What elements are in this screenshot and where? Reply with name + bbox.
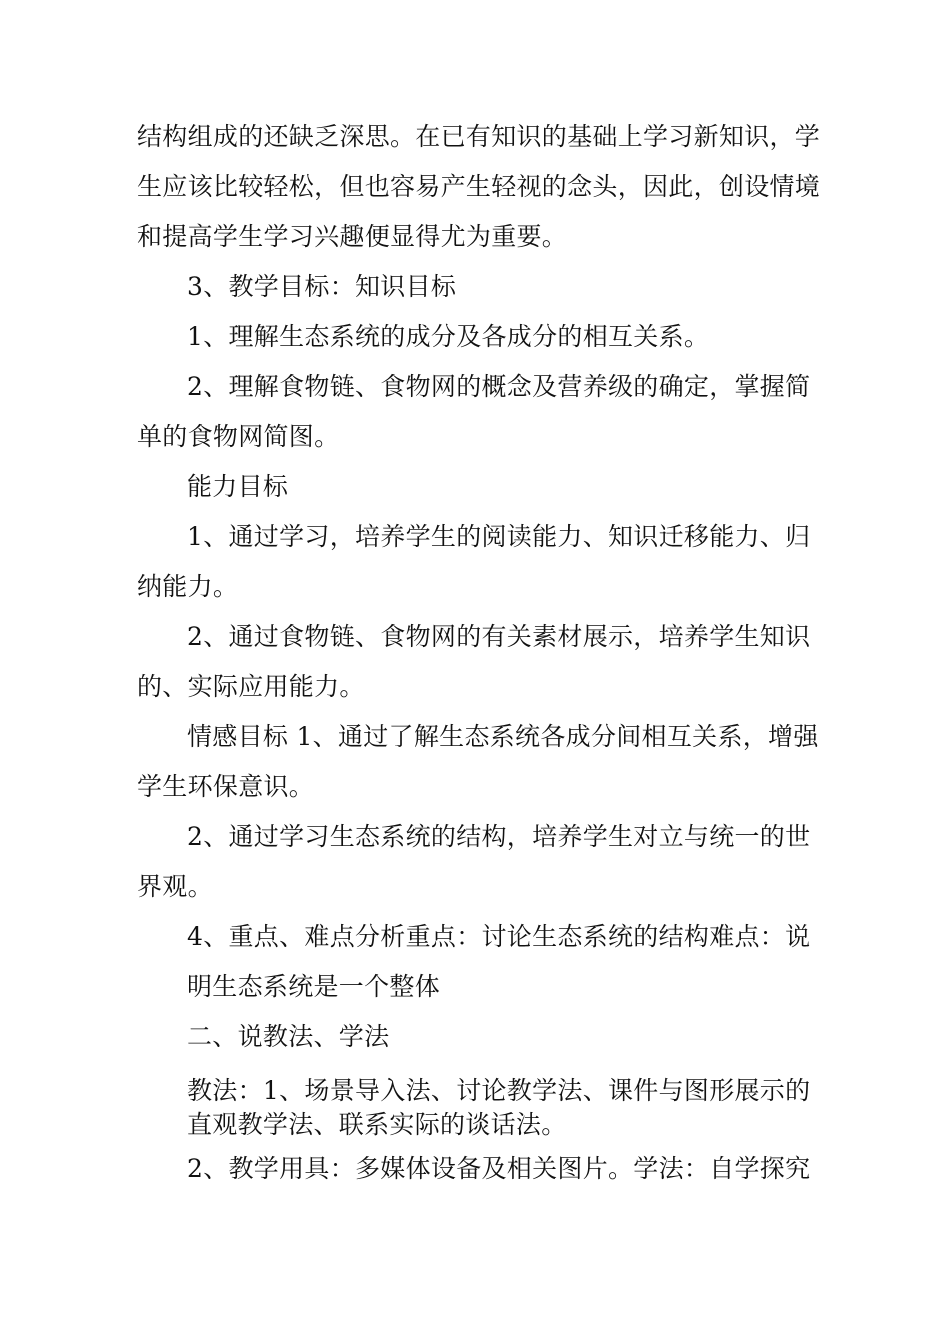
text-line-19: 二、说教法、学法 [187, 1022, 390, 1051]
text-line-1: 结构组成的还缺乏深思。在已有知识的基础上学习新知识，学 [137, 122, 821, 151]
text-line-20: 教法：1、场景导入法、讨论教学法、课件与图形展示的 [187, 1076, 811, 1105]
text-line-9: 1、通过学习，培养学生的阅读能力、知识迁移能力、归 [187, 522, 811, 551]
text-line-17: 4、重点、难点分析重点：讨论生态系统的结构难点：说 [187, 922, 811, 951]
text-line-5: 1、理解生态系统的成分及各成分的相互关系。 [187, 322, 710, 351]
text-line-7: 单的食物网简图。 [137, 422, 340, 451]
text-line-21: 直观教学法、联系实际的谈话法。 [187, 1110, 567, 1139]
text-line-16: 界观。 [137, 872, 213, 901]
text-line-4: 3、教学目标：知识目标 [187, 272, 457, 301]
text-line-11: 2、通过食物链、食物网的有关素材展示，培养学生知识 [187, 622, 811, 651]
text-line-18: 明生态系统是一个整体 [187, 972, 441, 1001]
text-line-15: 2、通过学习生态系统的结构，培养学生对立与统一的世 [187, 822, 811, 851]
text-line-8: 能力目标 [187, 472, 289, 501]
text-line-2: 生应该比较轻松，但也容易产生轻视的念头，因此，创设情境 [137, 172, 821, 201]
text-line-13: 情感目标 1、通过了解生态系统各成分间相互关系，增强 [187, 722, 819, 751]
text-line-3: 和提高学生学习兴趣便显得尤为重要。 [137, 222, 568, 251]
text-line-22: 2、教学用具：多媒体设备及相关图片。学法：自学探究 [187, 1154, 811, 1183]
text-line-6: 2、理解食物链、食物网的概念及营养级的确定，掌握简 [187, 372, 811, 401]
text-line-10: 纳能力。 [137, 572, 239, 601]
text-line-14: 学生环保意识。 [137, 772, 315, 801]
text-line-12: 的、实际应用能力。 [137, 672, 365, 701]
